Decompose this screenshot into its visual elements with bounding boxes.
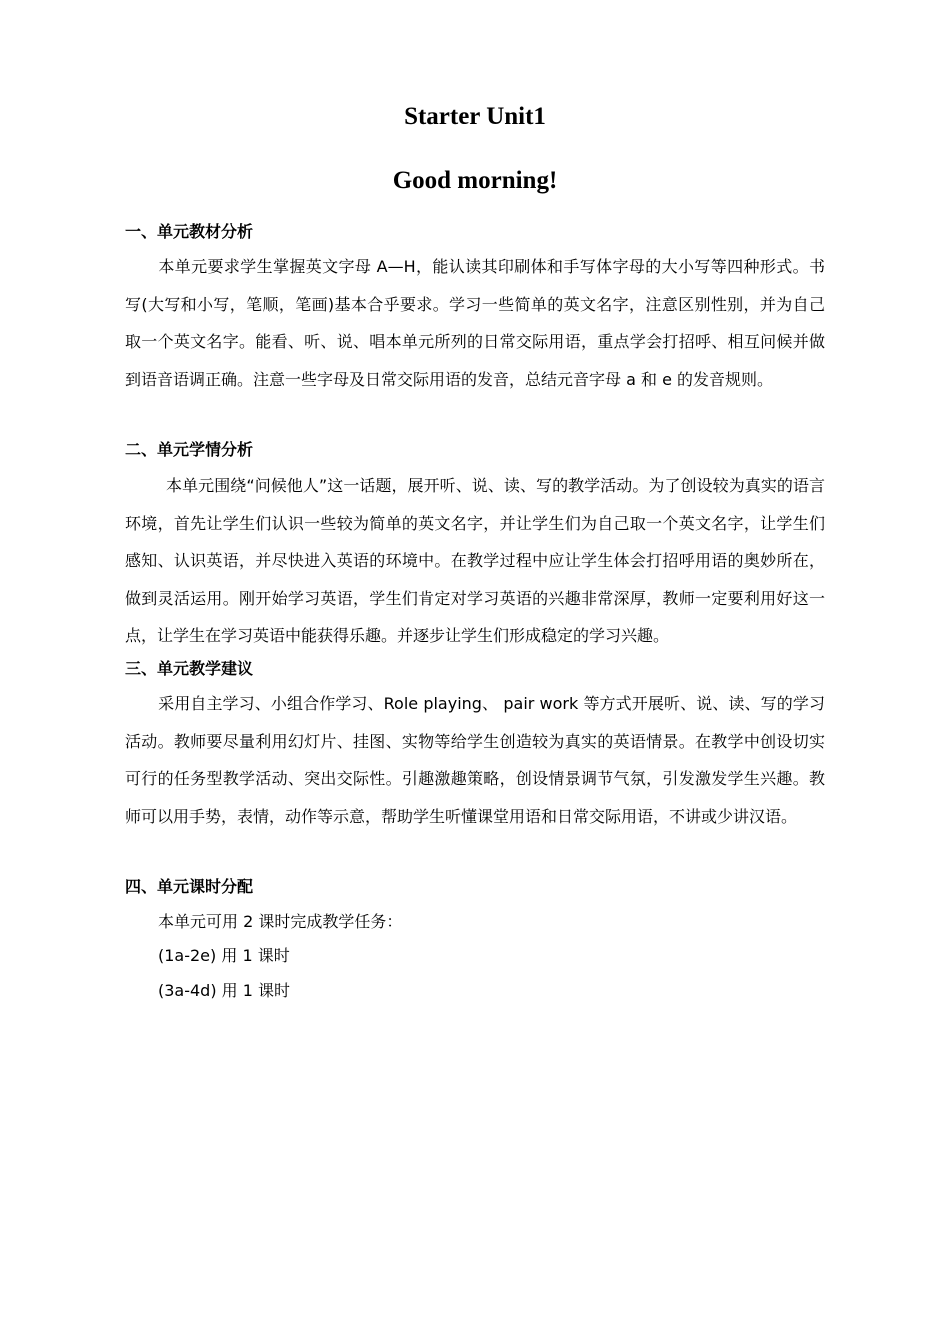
section-paragraph-learner-analysis bbox=[125, 467, 825, 655]
paragraph-text: 本单元要求学生掌握英文字母 A—H，能认读其印刷体和手写体字母的大小写等四种形式。书写(大写和小写，笔顺，笔画)基本合乎要求。学习一些简单的英文名字，注意区别性别，并为自己取一个英文名字。能看、听、说、唱本单元所列的日常交际用语，重点学会打招呼、相互问候并做到语音语调正确。注意一些字母及日常交际用语的发音，总结元音字母 a 和 e 的发音规则。 bbox=[125, 257, 825, 389]
paragraph-text: 采用自主学习、小组合作学习、Role playing、 pair work 等方式开展听、说、读、写的学习活动。教师要尽量利用幻灯片、挂图、实物等给学生创造较为真实的英语情景。在教学中创设切实可行的任务型教学活动、突出交际性。引趣激趣策略，创设情景调节气氛，引发激发学生兴趣。教师可以用手势，表情，动作等示意，帮助学生听懂课堂用语和日常交际用语，不讲或少讲汉语。 bbox=[125, 694, 825, 826]
section-paragraph-teaching-suggestions bbox=[125, 685, 825, 835]
class-hour-item: (1a-2e) 用 1 课时 bbox=[158, 946, 290, 965]
section-heading-learner-analysis: 二、单元学情分析 bbox=[125, 440, 254, 459]
document-title: Starter Unit1 bbox=[404, 103, 546, 130]
section-heading-teaching-material-analysis: 一、单元教材分析 bbox=[125, 222, 254, 241]
section-heading-class-hour-allocation: 四、单元课时分配 bbox=[125, 877, 254, 896]
class-hour-item: (3a-4d) 用 1 课时 bbox=[158, 981, 291, 1000]
paragraph-text: 本单元围绕“问候他人”这一话题，展开听、说、读、写的教学活动。为了创设较为真实的语言环境，首先让学生们认识一些较为简单的英文名字，并让学生们为自己取一个英文名字，让学生们感知、认识英语，并尽快进入英语的环境中。在教学过程中应让学生体会打招呼用语的奥妙所在，做到灵活运用。刚开始学习英语，学生们肯定对学习英语的兴趣非常深厚，教师一定要利用好这一点，让学生在学习英语中能获得乐趣。并逐步让学生们形成稳定的学习兴趣。 bbox=[125, 476, 825, 645]
section-paragraph-teaching-material-analysis bbox=[125, 248, 825, 398]
class-hour-summary: 本单元可用 2 课时完成教学任务： bbox=[158, 912, 403, 931]
document-subtitle: Good morning! bbox=[392, 167, 558, 194]
section-heading-teaching-suggestions: 三、单元教学建议 bbox=[125, 659, 254, 678]
